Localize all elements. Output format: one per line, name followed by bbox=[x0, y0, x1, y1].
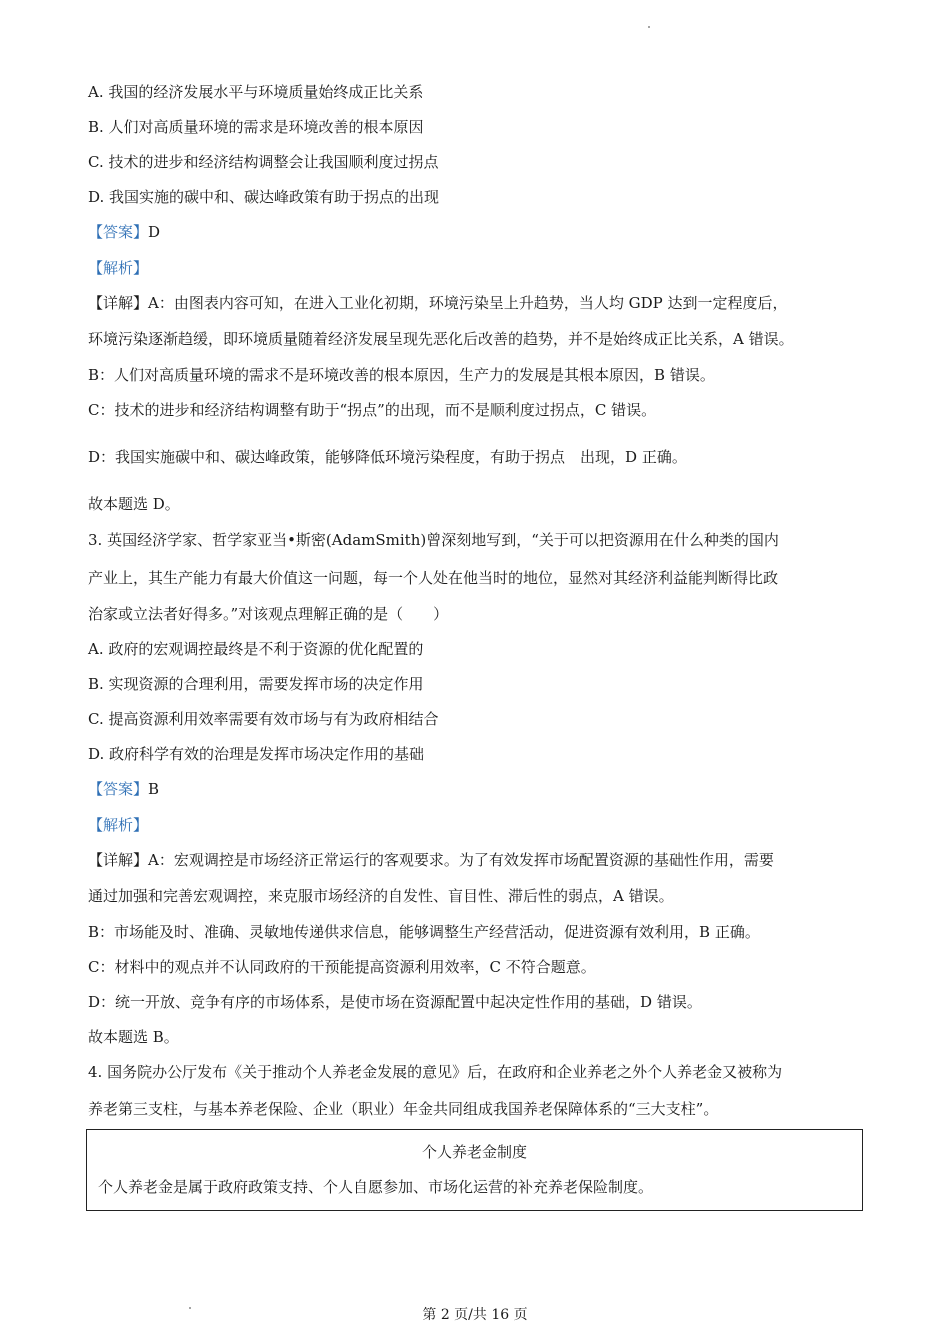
answer-value: B bbox=[148, 780, 160, 798]
page-footer: 第 2 页/共 16 页 bbox=[422, 1307, 528, 1323]
q3-detail-c: C：材料中的观点并不认同政府的干预能提高资源利用效率，C 不符合题意。 bbox=[88, 958, 596, 976]
info-box bbox=[86, 1129, 863, 1211]
answer-tag: 【答案】 bbox=[88, 223, 149, 241]
q2-option-b: B. 人们对高质量环境的需求是环境改善的根本原因 bbox=[88, 118, 424, 136]
q2-detail-2: 环境污染逐渐趋缓，即环境质量随着经济发展呈现先恶化后改善的趋势，并不是始终成正比关系，A 错误。 bbox=[88, 330, 794, 348]
q3-option-c: C. 提高资源利用效率需要有效市场与有为政府相结合 bbox=[88, 710, 439, 728]
speck bbox=[189, 1307, 191, 1309]
detail-tag: 【详解】 bbox=[88, 851, 149, 869]
detail-text: A：宏观调控是市场经济正常运行的客观要求。为了有效发挥市场配置资源的基础性作用，需要 bbox=[148, 851, 774, 869]
q3-option-d: D. 政府科学有效的治理是发挥市场决定作用的基础 bbox=[88, 745, 425, 763]
q2-option-d: D. 我国实施的碳中和、碳达峰政策有助于拐点的出现 bbox=[88, 188, 440, 206]
q2-answer bbox=[88, 222, 160, 242]
q3-detail-2: 通过加强和完善宏观调控，来克服市场经济的自发性、盲目性、滞后性的弱点，A 错误。 bbox=[88, 887, 674, 905]
q3-stem-2: 产业上，其生产能力有最大价值这一问题，每一个人处在他当时的地位，显然对其经济利益能判断得比政 bbox=[88, 569, 779, 587]
q4-stem-1: 4. 国务院办公厅发布《关于推动个人养老金发展的意见》后，在政府和企业养老之外个人养老金又被称为 bbox=[88, 1063, 783, 1081]
q2-detail-b: B：人们对高质量环境的需求不是环境改善的根本原因，生产力的发展是其根本原因，B 错误。 bbox=[88, 366, 715, 384]
analysis-tag: 【解析】 bbox=[88, 816, 149, 834]
analysis-tag: 【解析】 bbox=[88, 259, 149, 277]
q3-detail-b: B：市场能及时、准确、灵敏地传递供求信息，能够调整生产经营活动，促进资源有效利用，B 正确。 bbox=[88, 923, 760, 941]
q3-option-b: B. 实现资源的合理利用，需要发挥市场的决定作用 bbox=[88, 675, 424, 693]
q2-detail-d: D：我国实施碳中和、碳达峰政策，能够降低环境污染程度，有助于拐点 出现，D 正确。 bbox=[88, 448, 687, 466]
q3-conclusion: 故本题选 B。 bbox=[88, 1028, 179, 1046]
q3-stem-3: 治家或立法者好得多。”对该观点理解正确的是（ ） bbox=[88, 605, 449, 623]
detail-text: A：由图表内容可知，在进入工业化初期，环境污染呈上升趋势，当人均 GDP 达到一定程度后， bbox=[148, 294, 788, 312]
q2-conclusion: 故本题选 D。 bbox=[88, 495, 180, 513]
q3-stem-1: 3. 英国经济学家、哲学家亚当•斯密(AdamSmith)曾深刻地写到，“关于可以把资源用在什么种类的国内 bbox=[88, 531, 779, 549]
answer-value: D bbox=[148, 223, 161, 241]
q2-analysis-tag bbox=[88, 258, 148, 278]
answer-tag: 【答案】 bbox=[88, 780, 149, 798]
detail-tag: 【详解】 bbox=[88, 294, 149, 312]
info-box-title: 个人养老金制度 bbox=[421, 1143, 527, 1161]
q3-option-a: A. 政府的宏观调控最终是不利于资源的优化配置的 bbox=[88, 640, 424, 658]
speck bbox=[648, 26, 650, 28]
q3-answer bbox=[88, 779, 159, 799]
q2-option-c: C. 技术的进步和经济结构调整会让我国顺利度过拐点 bbox=[88, 153, 439, 171]
q4-stem-2: 养老第三支柱，与基本养老保险、企业（职业）年金共同组成我国养老保障体系的“三大支柱”。 bbox=[88, 1100, 719, 1118]
q3-analysis-tag bbox=[88, 815, 148, 835]
q2-detail-c: C：技术的进步和经济结构调整有助于“拐点”的出现，而不是顺利度过拐点，C 错误。 bbox=[88, 401, 657, 419]
q2-option-a: A. 我国的经济发展水平与环境质量始终成正比关系 bbox=[88, 83, 424, 101]
q3-detail-1 bbox=[88, 850, 774, 870]
info-box-body: 个人养老金是属于政府政策支持、个人自愿参加、市场化运营的补充养老保险制度。 bbox=[98, 1178, 654, 1196]
q3-detail-d: D：统一开放、竞争有序的市场体系，是使市场在资源配置中起决定性作用的基础，D 错误。 bbox=[88, 993, 702, 1011]
q2-detail-1 bbox=[88, 293, 788, 313]
